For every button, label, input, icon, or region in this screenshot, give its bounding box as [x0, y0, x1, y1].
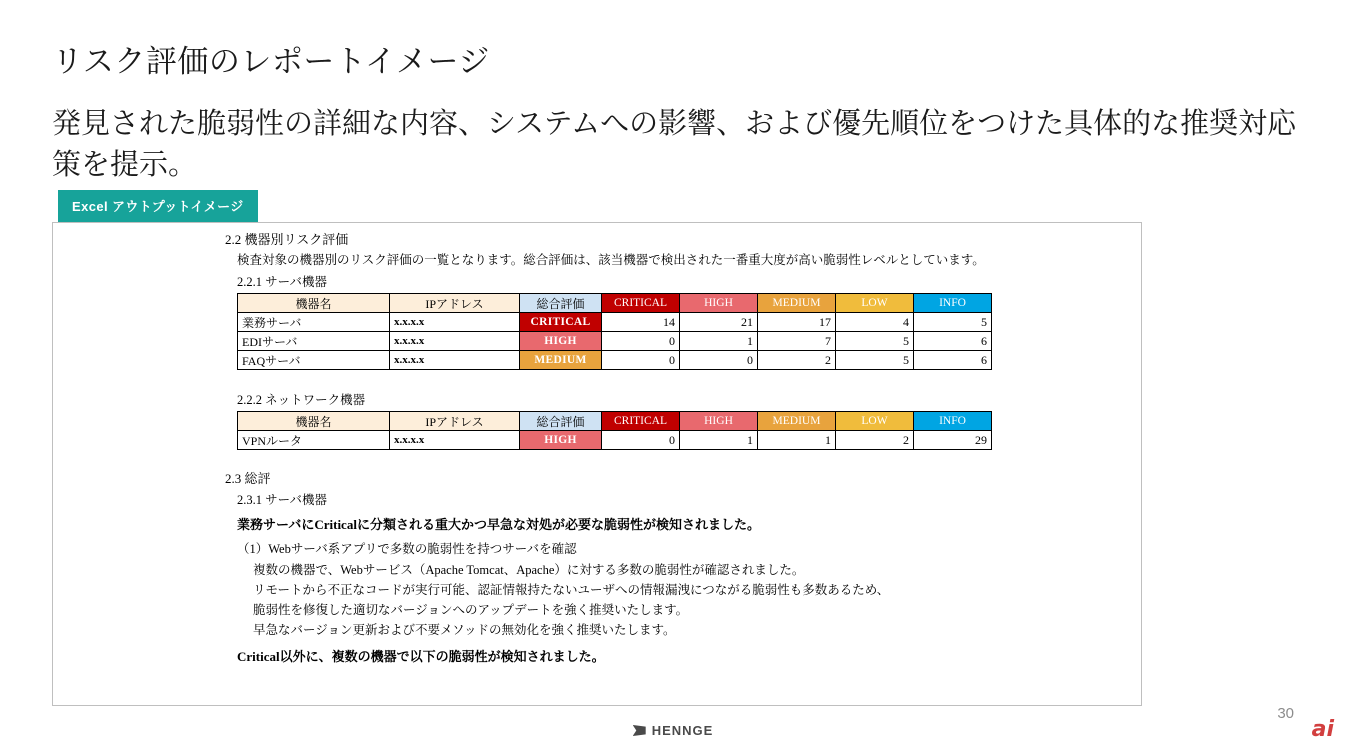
table-header-row: [238, 294, 992, 313]
cell-low-count: 2: [836, 431, 914, 450]
cell-medium-count: 2: [758, 351, 836, 370]
section-body-2-2: 検査対象の機器別のリスク評価の一覧となります。総合評価は、該当機器で検出された一番重大度が高い脆弱性レベルとしています。: [237, 253, 985, 267]
page-title: リスク評価のレポートイメージ: [52, 44, 490, 79]
footer-logo-text: HENNGE: [651, 723, 714, 738]
footer-logo: [0, 723, 1346, 738]
cell-overall-rating: MEDIUM: [520, 351, 602, 370]
section-heading-2-2-1: 2.2.1 サーバ機器: [237, 275, 328, 289]
cell-device-name: EDIサーバ: [238, 332, 390, 351]
column-header-info: INFO: [914, 294, 992, 313]
cell-info-count: 29: [914, 431, 992, 450]
spacer: [225, 450, 1005, 468]
hennge-mark-icon: [633, 725, 646, 736]
table-row: [238, 431, 992, 450]
column-header-high: HIGH: [680, 412, 758, 431]
cell-medium-count: 17: [758, 313, 836, 332]
status-badge: Excel アウトプットイメージ: [58, 190, 258, 222]
cell-critical-count: 0: [602, 351, 680, 370]
section-heading-2-3: 2.3 総評: [225, 471, 271, 486]
report-document: [225, 229, 1005, 665]
column-header-critical: CRITICAL: [602, 412, 680, 431]
cell-low-count: 5: [836, 332, 914, 351]
brand-mark: ai: [1311, 717, 1334, 742]
table-row: [238, 351, 992, 370]
cell-info-count: 6: [914, 332, 992, 351]
cell-device-name: 業務サーバ: [238, 313, 390, 332]
table-row: [238, 332, 992, 351]
cell-critical-count: 0: [602, 332, 680, 351]
section-heading-2-2-2: 2.2.2 ネットワーク機器: [237, 393, 366, 407]
table-row: [238, 313, 992, 332]
column-header-ip-address: IPアドレス: [390, 412, 520, 431]
cell-high-count: 0: [680, 351, 758, 370]
cell-ip-address: x.x.x.x: [390, 313, 520, 332]
cell-high-count: 21: [680, 313, 758, 332]
cell-overall-rating: HIGH: [520, 431, 602, 450]
cell-medium-count: 7: [758, 332, 836, 351]
server-risk-table: [237, 293, 992, 370]
column-header-medium: MEDIUM: [758, 412, 836, 431]
column-header-low: LOW: [836, 412, 914, 431]
finding-title: （1）Webサーバ系アプリで多数の脆弱性を持つサーバを確認: [237, 542, 577, 556]
page-number: 30: [1277, 705, 1294, 722]
finding-detail-line: 早急なバージョン更新および不要メソッドの無効化を強く推奨いたします。: [253, 623, 676, 637]
truncated-line: Critical以外に、複数の機器で以下の脆弱性が検知されました。: [237, 649, 605, 664]
finding-detail-line: リモートから不正なコードが実行可能、認証情報持たないユーザへの情報漏洩につながる脆弱性も多数あるため、: [253, 583, 890, 597]
cell-low-count: 4: [836, 313, 914, 332]
cell-device-name: VPNルータ: [238, 431, 390, 450]
column-header-overall-rating: 総合評価: [520, 294, 602, 313]
column-header-info: INFO: [914, 412, 992, 431]
lead-text: 発見された脆弱性の詳細な内容、システムへの影響、および優先順位をつけた具体的な推奨対応策を提示。: [52, 108, 1297, 182]
cell-info-count: 5: [914, 313, 992, 332]
column-header-critical: CRITICAL: [602, 294, 680, 313]
cell-info-count: 6: [914, 351, 992, 370]
column-header-device-name: 機器名: [238, 412, 390, 431]
summary-highlight: 業務サーバにCriticalに分類される重大かつ早急な対処が必要な脆弱性が検知されました。: [237, 517, 760, 532]
excel-output-preview: [52, 222, 1142, 706]
cell-device-name: FAQサーバ: [238, 351, 390, 370]
column-header-medium: MEDIUM: [758, 294, 836, 313]
cell-ip-address: x.x.x.x: [390, 332, 520, 351]
column-header-low: LOW: [836, 294, 914, 313]
cell-overall-rating: HIGH: [520, 332, 602, 351]
column-header-high: HIGH: [680, 294, 758, 313]
column-header-ip-address: IPアドレス: [390, 294, 520, 313]
table-header-row: [238, 412, 992, 431]
cell-high-count: 1: [680, 431, 758, 450]
column-header-overall-rating: 総合評価: [520, 412, 602, 431]
network-risk-table: [237, 411, 992, 450]
cell-ip-address: x.x.x.x: [390, 431, 520, 450]
finding-detail-line: 脆弱性を修復した適切なバージョンへのアップデートを強く推奨いたします。: [253, 603, 689, 617]
cell-high-count: 1: [680, 332, 758, 351]
cell-low-count: 5: [836, 351, 914, 370]
column-header-device-name: 機器名: [238, 294, 390, 313]
cell-critical-count: 14: [602, 313, 680, 332]
section-heading-2-2: 2.2 機器別リスク評価: [225, 232, 349, 247]
section-heading-2-3-1: 2.3.1 サーバ機器: [237, 493, 328, 507]
cell-medium-count: 1: [758, 431, 836, 450]
cell-ip-address: x.x.x.x: [390, 351, 520, 370]
spacer: [225, 370, 1005, 388]
cell-overall-rating: CRITICAL: [520, 313, 602, 332]
cell-critical-count: 0: [602, 431, 680, 450]
finding-detail-line: 複数の機器で、Webサービス（Apache Tomcat、Apache）に対する多数の脆弱性が確認されました。: [253, 563, 805, 577]
